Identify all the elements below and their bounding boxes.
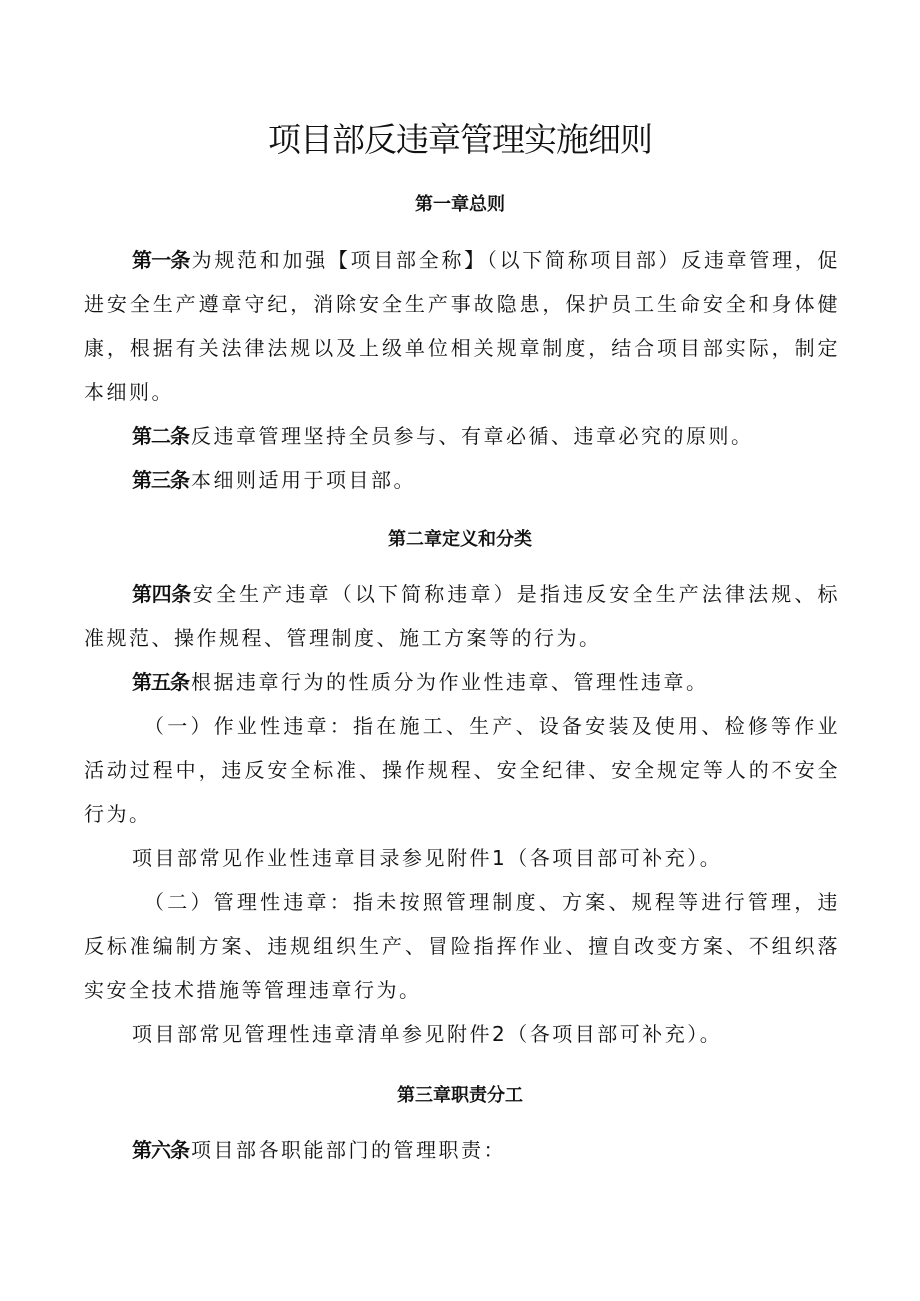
article-4 <box>84 572 840 660</box>
article-5 <box>84 660 840 704</box>
article-2-number: 第二条 <box>132 424 189 448</box>
item-management-violation-note: 项目部常见管理性违章清单参见附件2（各项目部可补充）。 <box>132 1022 723 1046</box>
article-3-text: 本细则适用于项目部。 <box>191 468 416 492</box>
chapter-1-heading: 第一章总则 <box>415 194 505 215</box>
article-6-number: 第六条 <box>132 1138 189 1162</box>
item-management-violation: （二）管理性违章：指未按照管理制度、方案、规程等进行管理，违反标准编制方案、违规组织生产、冒险指挥作业、擅自改变方案、不组织落实安全技术措施等管理违章行为。 <box>84 890 840 1002</box>
article-3-number: 第三条 <box>132 468 189 492</box>
article-2-text: 反违章管理坚持全员参与、有章必循、违章必究的原则。 <box>191 424 754 448</box>
article-1-number: 第一条 <box>132 248 190 272</box>
article-2 <box>84 414 840 458</box>
article-5-number: 第五条 <box>132 670 189 694</box>
article-1 <box>84 238 840 414</box>
article-5-text: 根据违章行为的性质分为作业性违章、管理性违章。 <box>191 670 709 694</box>
article-1-text: 为规范和加强【项目部全称】（以下简称项目部）反违章管理，促进安全生产遵章守纪，消除安全生产事故隐患，保护员工生命安全和身体健康，根据有关法律法规以及上级单位相关规章制度，结合项目部实际，制定本细则。 <box>84 248 841 404</box>
article-6-text: 项目部各职能部门的管理职责： <box>191 1138 506 1162</box>
document-title: 项目部反违章管理实施细则 <box>268 120 652 159</box>
article-4-number: 第四条 <box>132 582 191 606</box>
article-4-text: 安全生产违章（以下简称违章）是指违反安全生产法律法规、标准规范、操作规程、管理制度、施工方案等的行为。 <box>84 582 841 650</box>
chapter-3-heading: 第三章职责分工 <box>397 1085 523 1106</box>
article-6 <box>84 1128 840 1172</box>
article-3 <box>84 458 840 502</box>
item-operational-violation: （一）作业性违章：指在施工、生产、设备安装及使用、检修等作业活动过程中，违反安全标准、操作规程、安全纪律、安全规定等人的不安全行为。 <box>84 714 840 826</box>
item-operational-violation-note: 项目部常见作业性违章目录参见附件1（各项目部可补充）。 <box>132 846 723 870</box>
chapter-2-heading: 第二章定义和分类 <box>388 529 532 550</box>
